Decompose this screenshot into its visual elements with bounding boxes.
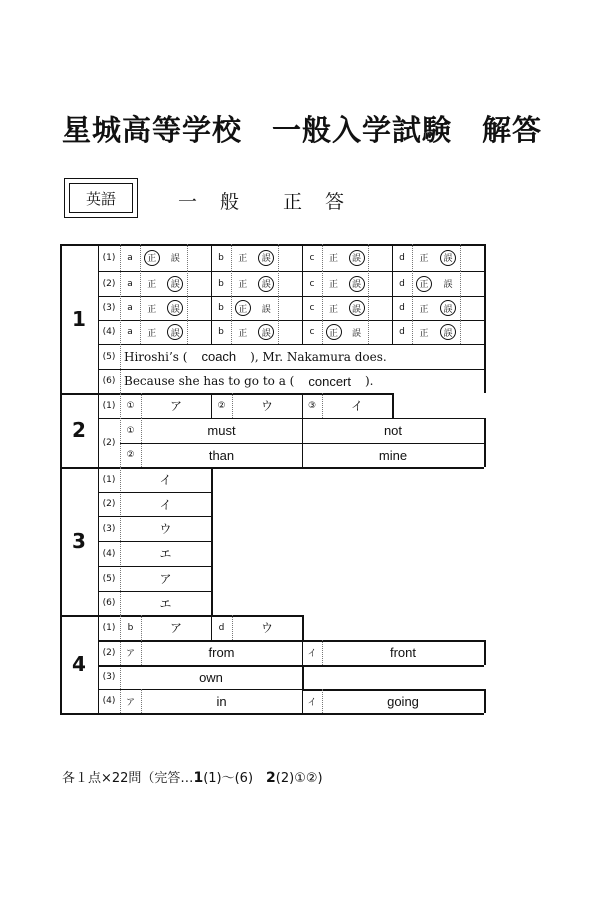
question-number: (6) — [102, 598, 116, 608]
mark-text: 正 — [147, 280, 157, 290]
mark-text: 誤 — [443, 280, 453, 290]
table-rule — [368, 244, 369, 271]
item-letter: b — [127, 622, 134, 633]
subject-label: 英語 — [69, 183, 133, 213]
word-answer: than — [208, 447, 235, 463]
word-answer: from — [208, 645, 235, 660]
mark-wrong — [255, 271, 279, 296]
table-rule — [368, 320, 369, 344]
mark-text: 正 — [419, 328, 429, 339]
page-title: 星城高等学校 一般入学試験 解答 — [62, 113, 543, 147]
circled-answer: 誤 — [440, 250, 456, 266]
answer-choice: ウ — [260, 621, 273, 635]
mark-text: 誤 — [170, 254, 180, 264]
item-letter: c — [309, 327, 315, 337]
item-letter: b — [218, 303, 224, 313]
answer-choice: ウ — [260, 399, 273, 413]
scoring-note-section2: 2 — [266, 770, 276, 786]
sentence-prefix: Because she has to go to a ( — [124, 374, 295, 388]
circled-answer: 正 — [326, 324, 342, 340]
item-letter: d — [399, 327, 405, 337]
circled-number: ② — [217, 400, 226, 411]
table-rule — [392, 393, 394, 418]
mark-text: 正 — [328, 254, 338, 264]
circled-answer: 誤 — [258, 276, 274, 292]
circled-answer: 誤 — [349, 250, 365, 266]
table-rule — [60, 713, 484, 715]
mark-correct — [231, 296, 255, 320]
circled-answer: 誤 — [167, 276, 183, 292]
mark-wrong — [164, 296, 188, 320]
item-letter: a — [127, 252, 133, 263]
word-answer: in — [216, 693, 227, 709]
table-rule — [278, 271, 279, 296]
table-rule — [278, 296, 279, 320]
mark-text: 正 — [238, 328, 248, 339]
circled-answer: 正 — [235, 300, 251, 316]
mark-correct — [140, 320, 164, 344]
sentence-prefix: Hiroshi’s ( — [124, 349, 188, 364]
answer-heading: 一 般 正 答 — [178, 191, 347, 213]
word-answer: going — [387, 693, 419, 709]
question-number: (3) — [102, 523, 116, 534]
mark-wrong — [255, 244, 279, 271]
mark-wrong — [345, 271, 368, 296]
section-number-1: 1 — [72, 306, 86, 331]
mark-correct — [412, 271, 436, 296]
table-rule — [187, 296, 188, 320]
circled-answer: 正 — [144, 250, 160, 266]
item-letter: d — [399, 278, 405, 289]
table-rule — [484, 689, 486, 713]
table-rule — [278, 244, 279, 271]
scoring-note-range: (1)〜(6) — [203, 771, 267, 786]
circled-answer: 誤 — [349, 276, 365, 292]
circled-answer: 誤 — [258, 324, 274, 340]
table-rule — [368, 271, 369, 296]
table-rule — [187, 271, 188, 296]
mark-wrong — [345, 296, 368, 320]
table-rule — [302, 665, 304, 689]
sentence-suffix: ). — [365, 374, 374, 388]
circled-answer: 誤 — [167, 300, 183, 316]
scoring-note — [62, 767, 323, 786]
word-answer: not — [383, 423, 403, 438]
question-number: (4) — [102, 327, 116, 337]
item-letter: d — [399, 303, 405, 313]
subject-box — [64, 178, 138, 218]
question-number: (1) — [102, 622, 116, 633]
item-letter: c — [309, 303, 315, 313]
item-letter: c — [309, 252, 315, 263]
filled-answer: concert — [308, 373, 351, 389]
mark-text: 正 — [147, 328, 157, 339]
item-letter: a — [127, 327, 133, 337]
word-answer: own — [199, 669, 223, 685]
sentence-answer — [124, 344, 480, 369]
circled-number: ② — [126, 450, 135, 460]
scoring-note-text: 各１点×22問（完答… — [62, 771, 194, 786]
question-number: (1) — [102, 474, 116, 485]
mark-wrong — [436, 244, 460, 271]
circled-number: ③ — [307, 400, 317, 411]
mark-correct — [322, 271, 345, 296]
circled-answer: 誤 — [258, 250, 274, 266]
table-rule — [460, 244, 461, 271]
mark-wrong — [164, 244, 188, 271]
sentence-answer — [124, 369, 480, 393]
question-number: (2) — [102, 499, 116, 509]
question-number: (5) — [102, 573, 116, 584]
mark-correct — [231, 271, 255, 296]
mark-wrong — [345, 320, 368, 344]
question-number: (5) — [102, 351, 116, 362]
sentence-suffix: ), Mr. Nakamura does. — [250, 349, 387, 364]
mark-wrong — [436, 271, 460, 296]
mark-correct — [140, 271, 164, 296]
table-rule — [187, 320, 188, 344]
mark-text: 正 — [328, 304, 338, 315]
circled-number: ① — [126, 400, 135, 411]
item-letter: ア — [125, 697, 135, 708]
mark-text: 正 — [328, 280, 338, 290]
mark-text: 正 — [147, 304, 157, 315]
item-letter: b — [218, 327, 224, 337]
mark-text: 正 — [419, 304, 429, 315]
section-number-4: 4 — [72, 652, 86, 676]
table-rule — [278, 320, 279, 344]
mark-wrong — [164, 271, 188, 296]
circled-number: ① — [126, 425, 135, 436]
question-number: (1) — [102, 400, 116, 411]
answer-choice: ア — [169, 621, 182, 635]
item-letter: イ — [307, 697, 317, 708]
section-number-2: 2 — [72, 418, 86, 442]
mark-text: 正 — [238, 254, 248, 264]
circled-answer: 誤 — [440, 324, 456, 340]
mark-wrong — [436, 296, 460, 320]
item-letter: a — [127, 303, 133, 313]
circled-answer: 誤 — [349, 300, 365, 316]
mark-wrong — [255, 296, 279, 320]
mark-correct — [231, 320, 255, 344]
mark-correct — [322, 296, 345, 320]
question-number: (3) — [102, 303, 116, 313]
scoring-note-items: (2)①②) — [275, 771, 323, 786]
mark-correct — [412, 320, 436, 344]
circled-answer: 誤 — [440, 300, 456, 316]
item-letter: d — [218, 622, 225, 633]
answer-choice: イ — [350, 399, 363, 413]
mark-text: 正 — [238, 280, 248, 290]
item-letter: c — [309, 278, 315, 289]
mark-correct — [140, 244, 164, 271]
table-rule — [211, 467, 213, 615]
question-number: (2) — [102, 278, 116, 289]
circled-answer: 正 — [416, 276, 432, 292]
mark-wrong — [255, 320, 279, 344]
item-letter: b — [218, 252, 224, 263]
table-rule — [460, 271, 461, 296]
answer-choice: エ — [159, 596, 172, 611]
answer-choice: ア — [159, 572, 172, 586]
question-number: (1) — [102, 252, 116, 263]
table-rule — [484, 244, 486, 393]
item-letter: d — [399, 252, 405, 263]
filled-answer: coach — [201, 349, 237, 364]
question-number: (2) — [102, 647, 116, 658]
answer-choice: ア — [169, 399, 182, 413]
circled-answer: 誤 — [167, 324, 183, 340]
answer-choice: イ — [159, 473, 172, 487]
table-rule — [484, 640, 486, 665]
table-rule — [368, 296, 369, 320]
table-rule — [484, 418, 486, 467]
mark-correct — [140, 296, 164, 320]
table-rule — [460, 296, 461, 320]
mark-wrong — [345, 244, 368, 271]
question-number: (4) — [102, 548, 116, 559]
item-letter: a — [127, 278, 133, 289]
answer-choice: エ — [159, 547, 172, 561]
mark-correct — [412, 296, 436, 320]
question-number: (4) — [102, 696, 116, 706]
mark-correct — [322, 244, 345, 271]
answer-choice: イ — [159, 497, 172, 512]
question-number: (2) — [102, 437, 116, 448]
item-letter: ア — [125, 649, 135, 659]
word-answer: mine — [378, 447, 408, 463]
scoring-note-section1: 1 — [193, 770, 204, 786]
table-rule — [302, 615, 304, 640]
mark-correct — [412, 244, 436, 271]
mark-text: 誤 — [261, 304, 271, 315]
table-rule — [187, 244, 188, 271]
mark-wrong — [164, 320, 188, 344]
question-number: (6) — [102, 376, 116, 386]
word-answer: must — [207, 423, 236, 438]
section-number-3: 3 — [72, 529, 86, 553]
table-rule — [460, 320, 461, 344]
mark-wrong — [436, 320, 460, 344]
word-answer: front — [389, 645, 416, 660]
question-number: (3) — [102, 672, 116, 682]
mark-correct — [231, 244, 255, 271]
answer-choice: ウ — [159, 522, 172, 536]
mark-text: 誤 — [351, 328, 361, 339]
item-letter: b — [218, 278, 224, 289]
mark-correct — [322, 320, 345, 344]
mark-text: 正 — [419, 254, 429, 264]
item-letter: イ — [307, 649, 317, 659]
